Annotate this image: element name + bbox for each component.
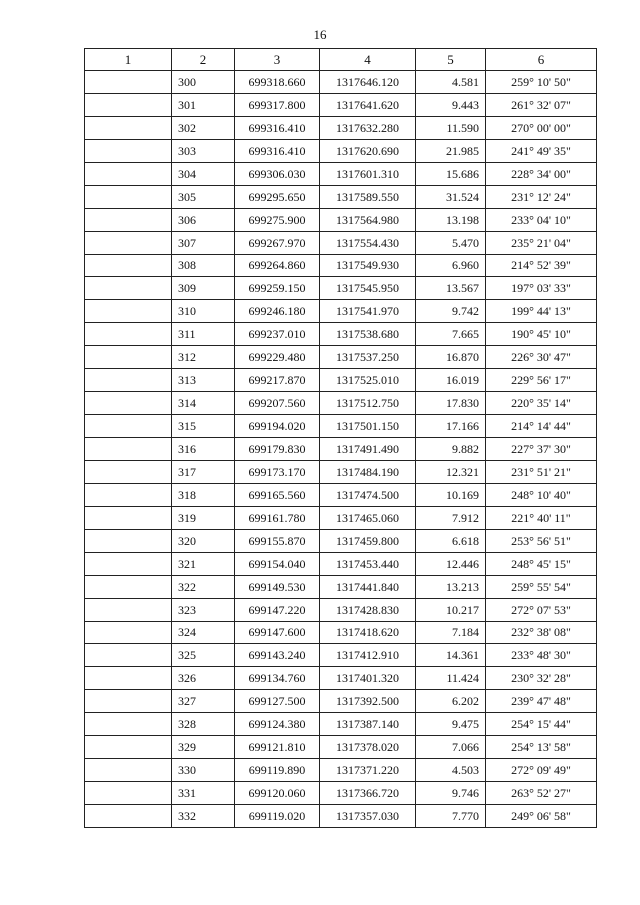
table-cell: 699316.410 (235, 139, 320, 162)
table-cell: 9.475 (416, 713, 486, 736)
table-cell: 699306.030 (235, 162, 320, 185)
table-cell: 312 (172, 346, 235, 369)
table-cell: 17.830 (416, 392, 486, 415)
column-header: 5 (416, 49, 486, 71)
table-cell: 699217.870 (235, 369, 320, 392)
table-cell: 10.169 (416, 483, 486, 506)
table-cell: 326 (172, 667, 235, 690)
table-cell: 1317589.550 (320, 185, 416, 208)
table-cell: 1317392.500 (320, 690, 416, 713)
table-cell: 226° 30' 47" (486, 346, 597, 369)
table-cell: 699154.040 (235, 552, 320, 575)
table-cell: 304 (172, 162, 235, 185)
table-cell: 699134.760 (235, 667, 320, 690)
table-cell: 303 (172, 139, 235, 162)
table-cell: 10.217 (416, 598, 486, 621)
table-cell: 1317412.910 (320, 644, 416, 667)
table-row (85, 644, 597, 667)
table-cell: 7.665 (416, 323, 486, 346)
table-cell (85, 162, 172, 185)
table-header-row (85, 49, 597, 71)
column-header: 4 (320, 49, 416, 71)
table-cell: 6.960 (416, 254, 486, 277)
table-cell (85, 644, 172, 667)
table-cell (85, 736, 172, 759)
table-cell: 16.870 (416, 346, 486, 369)
table-cell: 1317620.690 (320, 139, 416, 162)
table-cell: 1317537.250 (320, 346, 416, 369)
table-cell: 1317545.950 (320, 277, 416, 300)
table-cell: 259° 55' 54" (486, 575, 597, 598)
table-cell: 9.742 (416, 300, 486, 323)
table-cell: 1317441.840 (320, 575, 416, 598)
table-row (85, 552, 597, 575)
table-cell: 1317387.140 (320, 713, 416, 736)
table-cell: 1317538.680 (320, 323, 416, 346)
table-cell: 331 (172, 782, 235, 805)
table-cell (85, 713, 172, 736)
table-cell: 301 (172, 93, 235, 116)
table-cell: 21.985 (416, 139, 486, 162)
table-cell: 309 (172, 277, 235, 300)
table-cell: 228° 34' 00" (486, 162, 597, 185)
table-cell: 232° 38' 08" (486, 621, 597, 644)
table-cell: 6.618 (416, 529, 486, 552)
table-cell: 699207.560 (235, 392, 320, 415)
table-cell: 1317549.930 (320, 254, 416, 277)
table-cell: 1317554.430 (320, 231, 416, 254)
table-cell: 699194.020 (235, 415, 320, 438)
table-cell (85, 598, 172, 621)
table-cell: 249° 06' 58" (486, 805, 597, 828)
table-cell: 325 (172, 644, 235, 667)
table-cell: 699173.170 (235, 460, 320, 483)
table-cell: 1317378.020 (320, 736, 416, 759)
table-cell: 241° 49' 35" (486, 139, 597, 162)
table-cell: 7.912 (416, 506, 486, 529)
table-cell: 12.321 (416, 460, 486, 483)
column-header: 1 (85, 49, 172, 71)
table-row (85, 369, 597, 392)
table-cell: 311 (172, 323, 235, 346)
table-cell: 270° 00' 00" (486, 116, 597, 139)
table-cell (85, 71, 172, 94)
table-cell (85, 116, 172, 139)
table-row (85, 277, 597, 300)
table-row (85, 323, 597, 346)
table-cell: 272° 09' 49" (486, 759, 597, 782)
table-cell: 315 (172, 415, 235, 438)
table-cell (85, 759, 172, 782)
table-cell: 310 (172, 300, 235, 323)
table-row (85, 392, 597, 415)
table-cell (85, 667, 172, 690)
table-cell: 1317459.800 (320, 529, 416, 552)
table-row (85, 300, 597, 323)
table-cell (85, 506, 172, 529)
table-cell: 332 (172, 805, 235, 828)
table-cell: 197° 03' 33" (486, 277, 597, 300)
table-cell: 1317601.310 (320, 162, 416, 185)
table-cell: 699119.020 (235, 805, 320, 828)
table-cell: 253° 56' 51" (486, 529, 597, 552)
table-cell: 305 (172, 185, 235, 208)
table-cell: 1317357.030 (320, 805, 416, 828)
table-cell (85, 483, 172, 506)
table-cell: 330 (172, 759, 235, 782)
table-cell: 1317366.720 (320, 782, 416, 805)
table-cell: 1317646.120 (320, 71, 416, 94)
table-cell: 4.581 (416, 71, 486, 94)
table-cell: 313 (172, 369, 235, 392)
table-cell: 319 (172, 506, 235, 529)
table-cell: 699229.480 (235, 346, 320, 369)
table-cell: 199° 44' 13" (486, 300, 597, 323)
table-cell: 1317371.220 (320, 759, 416, 782)
table-cell: 221° 40' 11" (486, 506, 597, 529)
table-cell: 300 (172, 71, 235, 94)
table-row (85, 208, 597, 231)
table-cell: 1317428.830 (320, 598, 416, 621)
table-row (85, 254, 597, 277)
table-cell: 4.503 (416, 759, 486, 782)
coordinates-table (84, 48, 597, 828)
table-body (85, 71, 597, 828)
table-cell: 320 (172, 529, 235, 552)
table-cell: 307 (172, 231, 235, 254)
table-cell: 229° 56' 17" (486, 369, 597, 392)
table-cell: 11.424 (416, 667, 486, 690)
table-cell (85, 621, 172, 644)
table-cell: 12.446 (416, 552, 486, 575)
table-cell: 6.202 (416, 690, 486, 713)
table-row (85, 346, 597, 369)
table-cell: 259° 10' 50" (486, 71, 597, 94)
table-row (85, 506, 597, 529)
table-cell: 699143.240 (235, 644, 320, 667)
table-cell (85, 254, 172, 277)
table-cell: 318 (172, 483, 235, 506)
table-cell: 7.770 (416, 805, 486, 828)
table-cell: 1317512.750 (320, 392, 416, 415)
table-row (85, 736, 597, 759)
table-cell: 9.746 (416, 782, 486, 805)
table-cell: 699149.530 (235, 575, 320, 598)
table-cell (85, 438, 172, 461)
table-cell: 306 (172, 208, 235, 231)
table-cell: 1317401.320 (320, 667, 416, 690)
table-cell (85, 185, 172, 208)
table-cell: 699318.660 (235, 71, 320, 94)
table-cell: 7.066 (416, 736, 486, 759)
table-row (85, 162, 597, 185)
table-cell: 231° 51' 21" (486, 460, 597, 483)
table-row (85, 438, 597, 461)
table-row (85, 575, 597, 598)
table-cell: 1317453.440 (320, 552, 416, 575)
table-cell: 263° 52' 27" (486, 782, 597, 805)
table-row (85, 782, 597, 805)
table-row (85, 529, 597, 552)
table-cell: 314 (172, 392, 235, 415)
table-cell (85, 392, 172, 415)
table-row (85, 185, 597, 208)
table-cell: 214° 14' 44" (486, 415, 597, 438)
table-cell: 14.361 (416, 644, 486, 667)
table-row (85, 598, 597, 621)
table-row (85, 139, 597, 162)
table-cell: 248° 10' 40" (486, 483, 597, 506)
table-cell: 302 (172, 116, 235, 139)
table-cell: 1317465.060 (320, 506, 416, 529)
table-cell: 1317418.620 (320, 621, 416, 644)
table-cell: 1317564.980 (320, 208, 416, 231)
table-cell: 13.567 (416, 277, 486, 300)
table-cell: 9.882 (416, 438, 486, 461)
table-cell: 233° 04' 10" (486, 208, 597, 231)
table-cell: 699267.970 (235, 231, 320, 254)
table-cell (85, 231, 172, 254)
table-cell: 11.590 (416, 116, 486, 139)
table-cell: 1317541.970 (320, 300, 416, 323)
table-row (85, 621, 597, 644)
table-cell: 248° 45' 15" (486, 552, 597, 575)
table-row (85, 231, 597, 254)
table-cell: 261° 32' 07" (486, 93, 597, 116)
table-cell: 699161.780 (235, 506, 320, 529)
table-cell: 699120.060 (235, 782, 320, 805)
table-row (85, 759, 597, 782)
table-cell: 699264.860 (235, 254, 320, 277)
table-cell (85, 300, 172, 323)
table-cell: 699127.500 (235, 690, 320, 713)
table-cell: 15.686 (416, 162, 486, 185)
table-cell (85, 575, 172, 598)
table-cell: 699246.180 (235, 300, 320, 323)
column-header: 3 (235, 49, 320, 71)
table-cell: 1317484.190 (320, 460, 416, 483)
table-cell: 328 (172, 713, 235, 736)
table-cell: 233° 48' 30" (486, 644, 597, 667)
table-cell: 699121.810 (235, 736, 320, 759)
column-header: 2 (172, 49, 235, 71)
table-cell: 254° 15' 44" (486, 713, 597, 736)
table-row (85, 805, 597, 828)
table-cell (85, 415, 172, 438)
table-cell: 699147.600 (235, 621, 320, 644)
table-cell: 699179.830 (235, 438, 320, 461)
table-row (85, 690, 597, 713)
table-cell: 31.524 (416, 185, 486, 208)
table-cell (85, 369, 172, 392)
table-cell: 699275.900 (235, 208, 320, 231)
table-row (85, 483, 597, 506)
table-cell (85, 529, 172, 552)
table-cell: 16.019 (416, 369, 486, 392)
table-cell: 699124.380 (235, 713, 320, 736)
table-row (85, 460, 597, 483)
table-cell (85, 552, 172, 575)
table-row (85, 415, 597, 438)
table-cell: 324 (172, 621, 235, 644)
table-row (85, 71, 597, 94)
table-cell: 321 (172, 552, 235, 575)
table-cell: 231° 12' 24" (486, 185, 597, 208)
table-cell: 235° 21' 04" (486, 231, 597, 254)
table-cell (85, 690, 172, 713)
table-cell: 9.443 (416, 93, 486, 116)
table-cell: 323 (172, 598, 235, 621)
table-cell: 317 (172, 460, 235, 483)
table-cell: 220° 35' 14" (486, 392, 597, 415)
table-cell (85, 139, 172, 162)
table-cell: 1317632.280 (320, 116, 416, 139)
table-cell: 1317474.500 (320, 483, 416, 506)
table-cell: 699165.560 (235, 483, 320, 506)
table-row (85, 667, 597, 690)
column-header: 6 (486, 49, 597, 71)
table-cell: 1317525.010 (320, 369, 416, 392)
table-cell (85, 460, 172, 483)
table-cell: 699119.890 (235, 759, 320, 782)
table-cell: 239° 47' 48" (486, 690, 597, 713)
table-cell: 17.166 (416, 415, 486, 438)
table-cell (85, 346, 172, 369)
table-cell (85, 323, 172, 346)
table-cell: 699317.800 (235, 93, 320, 116)
page-number: 16 (313, 27, 327, 42)
table-cell: 699259.150 (235, 277, 320, 300)
table-cell (85, 782, 172, 805)
table-cell: 1317491.490 (320, 438, 416, 461)
table-cell: 327 (172, 690, 235, 713)
table-cell: 329 (172, 736, 235, 759)
table-cell (85, 277, 172, 300)
table-cell: 254° 13' 58" (486, 736, 597, 759)
table-cell: 190° 45' 10" (486, 323, 597, 346)
table-cell: 214° 52' 39" (486, 254, 597, 277)
table-cell: 230° 32' 28" (486, 667, 597, 690)
table-cell (85, 93, 172, 116)
table-cell: 308 (172, 254, 235, 277)
table-row (85, 93, 597, 116)
table-cell: 699237.010 (235, 323, 320, 346)
table-cell: 1317501.150 (320, 415, 416, 438)
table-cell: 227° 37' 30" (486, 438, 597, 461)
table-cell: 699295.650 (235, 185, 320, 208)
table-row (85, 713, 597, 736)
table-cell: 272° 07' 53" (486, 598, 597, 621)
table-cell: 699155.870 (235, 529, 320, 552)
table-cell: 322 (172, 575, 235, 598)
table-cell: 13.213 (416, 575, 486, 598)
table-row (85, 116, 597, 139)
table-cell: 7.184 (416, 621, 486, 644)
table-cell (85, 805, 172, 828)
table-cell: 316 (172, 438, 235, 461)
table-cell: 5.470 (416, 231, 486, 254)
table-cell: 699316.410 (235, 116, 320, 139)
table-cell (85, 208, 172, 231)
table-cell: 699147.220 (235, 598, 320, 621)
table-cell: 1317641.620 (320, 93, 416, 116)
table-cell: 13.198 (416, 208, 486, 231)
